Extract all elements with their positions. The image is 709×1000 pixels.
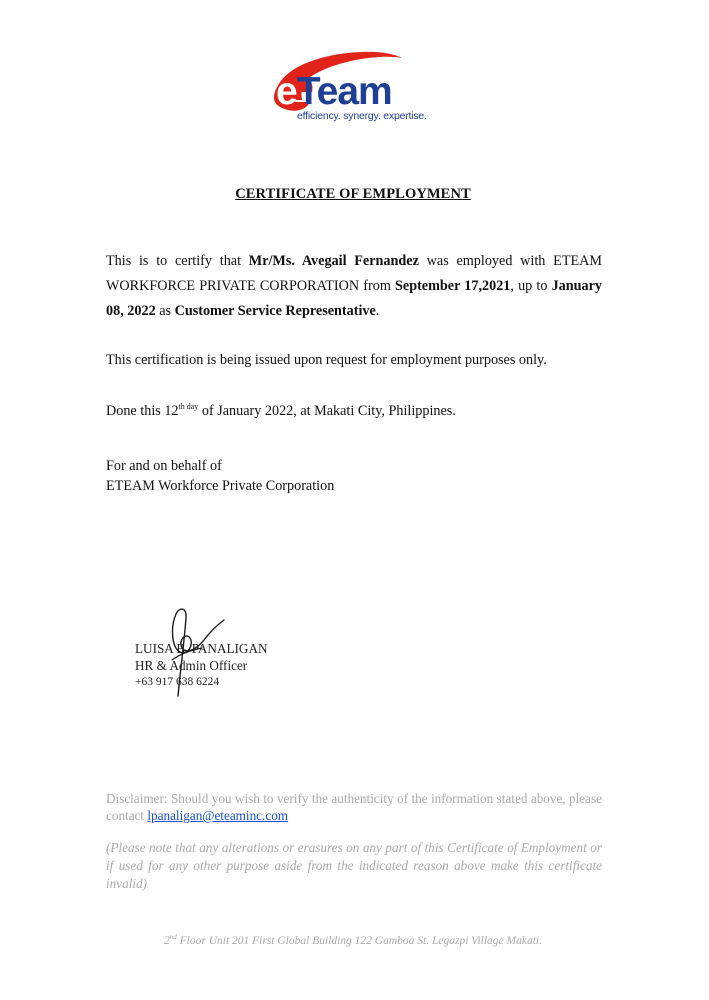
employer-text: was employed with ETEAM WORKFORCE PRIVATE CORPORATION from xyxy=(106,253,603,294)
done-paragraph xyxy=(106,399,602,424)
done-suffix: of January 2022, at Makati City, Philippines. xyxy=(198,403,456,419)
document-title: CERTIFICATE OF EMPLOYMENT xyxy=(235,186,471,202)
job-position: Customer Service Representative xyxy=(174,303,376,319)
end-punct: . xyxy=(375,303,380,319)
certification-paragraph xyxy=(106,249,602,324)
logo-e-letter: e xyxy=(276,70,297,113)
purpose-paragraph: This certification is being issued upon request for employment purposes only. xyxy=(106,352,547,368)
start-date: September 17,2021 xyxy=(395,278,511,294)
validity-note: (Please note that any alterations or erasures on any part of this Certificate of Employment or if used for any other purpose aside from the indicated reason above make this certificate invalid) xyxy=(106,840,602,891)
signatory-name: LUISA B. PANALIGAN xyxy=(135,641,268,656)
as-text: as xyxy=(159,303,172,319)
eteam-logo xyxy=(270,40,450,130)
footer-address xyxy=(0,935,706,947)
behalf-block xyxy=(106,456,602,496)
disclaimer xyxy=(106,790,602,824)
end-date: January 08, 2022 xyxy=(106,278,603,319)
logo-wordmark xyxy=(276,72,392,111)
logo-team-text: Team xyxy=(296,70,392,113)
signatory-title: HR & Admin Officer xyxy=(135,658,248,673)
company-name: ETEAM Workforce Private Corporation xyxy=(106,478,335,494)
done-prefix: Done this 12 xyxy=(106,403,179,419)
address-text: Floor Unit 201 First Global Building 122 Gamboa St. Legazpi Village Makati. xyxy=(176,935,542,947)
intro-text: This is to certify that xyxy=(106,253,242,269)
behalf-line: For and on behalf of xyxy=(106,458,222,474)
up-to-text: , up to xyxy=(510,278,548,294)
floor-number: 2 xyxy=(164,935,170,947)
logo-tagline: efficiency. synergy. expertise. xyxy=(297,110,427,122)
contact-email-link[interactable]: lpanaligan@eteaminc.com xyxy=(147,808,289,823)
floor-ordinal: nd xyxy=(169,933,177,941)
handwritten-signature xyxy=(150,604,230,700)
signatory-phone: +63 917 638 6224 xyxy=(135,676,220,688)
disclaimer-text: Disclaimer: Should you wish to verify the authenticity of the information stated above, please contact xyxy=(106,791,602,823)
employee-name: Mr/Ms. Avegail Fernandez xyxy=(248,253,419,269)
done-ordinal: th day xyxy=(178,402,199,411)
